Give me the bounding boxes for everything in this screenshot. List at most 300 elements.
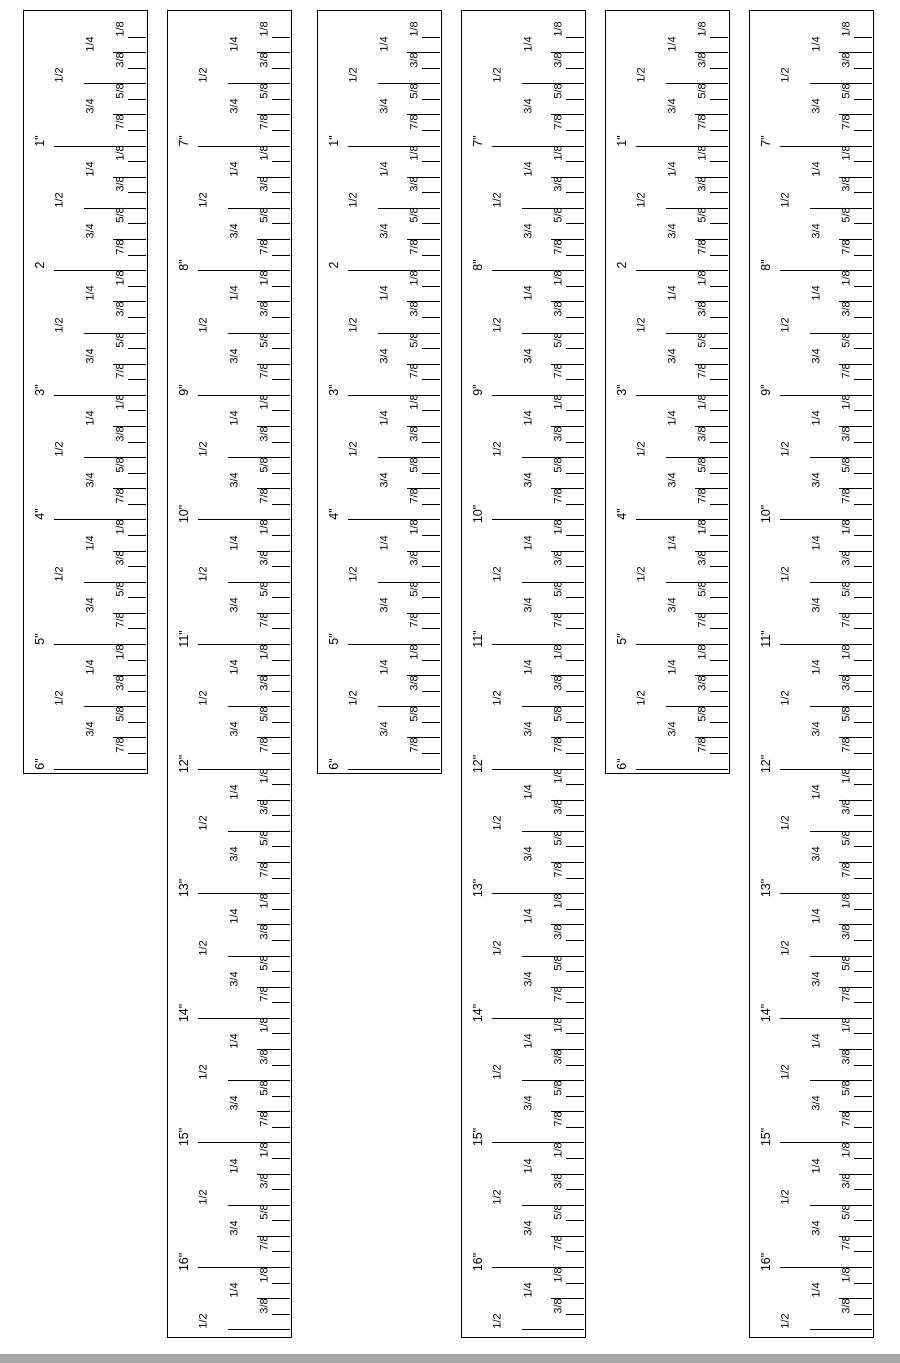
inch-label: 13" <box>758 879 773 898</box>
inch-label: 6" <box>32 757 47 770</box>
fraction-label: 1/4 <box>666 161 679 177</box>
inch-tick <box>780 395 872 396</box>
inch-tick <box>492 644 584 645</box>
fraction-label: 1/2 <box>197 815 210 831</box>
fraction-label: 1/4 <box>810 161 823 177</box>
inch-label: 11" <box>470 630 485 648</box>
fraction-label: 1/8 <box>696 270 709 286</box>
fraction-label: 1/2 <box>197 1189 210 1205</box>
inch-label: 11" <box>176 630 191 648</box>
fraction-label: 1/2 <box>197 192 210 208</box>
inch-label: 16" <box>470 1252 485 1272</box>
fraction-label: 3/4 <box>810 597 823 613</box>
fraction-label: 1/2 <box>635 192 648 208</box>
inch-tick <box>54 270 146 271</box>
fraction-label: 1/8 <box>552 1266 565 1283</box>
fraction-tick <box>566 161 584 162</box>
fraction-label: 1/8 <box>840 643 853 660</box>
fraction-label: 3/4 <box>228 472 241 488</box>
inch-tick <box>54 146 146 147</box>
fraction-tick <box>422 223 440 224</box>
fraction-label: 1/4 <box>666 36 679 52</box>
fraction-label: 3/8 <box>696 425 709 442</box>
fraction-tick <box>272 37 290 38</box>
fraction-label: 3/8 <box>408 176 421 192</box>
fraction-label: 1/2 <box>491 690 504 706</box>
fraction-tick <box>272 348 290 349</box>
fraction-label: 3/8 <box>258 425 271 442</box>
fraction-label: 5/8 <box>696 457 709 473</box>
fraction-tick <box>566 255 584 256</box>
fraction-tick <box>854 1096 872 1097</box>
fraction-label: 3/4 <box>666 98 679 115</box>
fraction-label: 1/4 <box>84 659 97 675</box>
fraction-label: 1/4 <box>228 285 241 301</box>
fraction-tick <box>128 660 146 661</box>
inch-label: 8" <box>176 259 191 271</box>
fraction-tick <box>566 878 584 879</box>
fraction-tick <box>710 410 728 411</box>
fraction-label: 7/8 <box>408 238 421 255</box>
fraction-label: 1/2 <box>779 566 792 582</box>
fraction-label: 5/8 <box>552 955 565 971</box>
fraction-label: 3/4 <box>228 347 241 364</box>
fraction-label: 1/2 <box>779 690 792 706</box>
fraction-tick <box>272 815 290 816</box>
fraction-tick <box>854 473 872 474</box>
fraction-label: 1/2 <box>197 316 210 333</box>
fraction-label: 7/8 <box>696 363 709 379</box>
fraction-tick <box>422 99 440 100</box>
inch-tick <box>348 146 440 147</box>
fraction-tick <box>854 660 872 661</box>
fraction-label: 3/4 <box>378 472 391 488</box>
inch-label: 13" <box>176 879 191 898</box>
fraction-label: 1/4 <box>522 1282 535 1298</box>
fraction-tick <box>854 192 872 193</box>
fraction-label: 3/8 <box>840 550 853 566</box>
fraction-tick <box>710 192 728 193</box>
fraction-tick <box>710 317 728 318</box>
fraction-label: 5/8 <box>258 830 271 847</box>
fraction-tick <box>566 37 584 38</box>
fraction-tick <box>854 68 872 69</box>
fraction-label: 5/8 <box>552 332 565 348</box>
fraction-label: 7/8 <box>258 986 271 1002</box>
fraction-label: 1/2 <box>53 566 66 582</box>
fraction-tick <box>854 1283 872 1284</box>
fraction-label: 5/8 <box>552 1204 565 1220</box>
fraction-label: 1/2 <box>779 441 792 457</box>
fraction-label: 7/8 <box>552 363 565 379</box>
fraction-tick <box>272 878 290 879</box>
fraction-tick <box>128 99 146 100</box>
fraction-tick <box>272 192 290 193</box>
fraction-label: 1/2 <box>491 316 504 333</box>
fraction-tick <box>272 161 290 162</box>
fraction-label: 1/2 <box>347 566 360 582</box>
fraction-label: 3/8 <box>114 301 127 317</box>
fraction-label: 7/8 <box>258 861 271 878</box>
fraction-tick <box>566 535 584 536</box>
fraction-tick <box>566 1127 584 1128</box>
fraction-tick <box>854 1002 872 1003</box>
fraction-label: 3/8 <box>696 52 709 68</box>
fraction-label: 3/8 <box>258 301 271 317</box>
inch-tick <box>780 1267 872 1268</box>
fraction-label: 1/4 <box>666 285 679 301</box>
fraction-tick <box>522 1329 584 1330</box>
fraction-tick <box>566 753 584 754</box>
fraction-tick <box>128 597 146 598</box>
fraction-label: 3/4 <box>84 721 97 738</box>
fraction-tick <box>854 940 872 941</box>
fraction-label: 1/8 <box>258 270 271 286</box>
fraction-label: 1/8 <box>840 519 853 535</box>
fraction-label: 1/2 <box>779 67 792 83</box>
fraction-label: 1/4 <box>810 659 823 675</box>
fraction-tick <box>854 1065 872 1066</box>
inch-label: 14" <box>758 1003 773 1022</box>
inch-tick <box>636 644 728 645</box>
fraction-label: 1/8 <box>114 145 127 161</box>
fraction-label: 5/8 <box>408 332 421 348</box>
fraction-label: 1/2 <box>491 815 504 831</box>
fraction-tick <box>854 753 872 754</box>
fraction-label: 5/8 <box>696 706 709 722</box>
fraction-label: 7/8 <box>840 986 853 1002</box>
inch-tick <box>780 893 872 894</box>
fraction-tick <box>566 192 584 193</box>
fraction-tick <box>710 286 728 287</box>
fraction-label: 7/8 <box>114 612 127 629</box>
fraction-tick <box>710 255 728 256</box>
inch-tick <box>198 519 290 520</box>
fraction-label: 3/8 <box>552 1048 565 1065</box>
fraction-label: 1/8 <box>408 145 421 161</box>
fraction-label: 3/4 <box>522 597 535 613</box>
fraction-label: 3/8 <box>258 799 271 815</box>
fraction-tick <box>566 597 584 598</box>
fraction-label: 5/8 <box>408 706 421 722</box>
fraction-label: 1/8 <box>258 20 271 37</box>
inch-label: 7" <box>470 134 485 147</box>
fraction-label: 1/4 <box>522 659 535 675</box>
fraction-label: 3/8 <box>258 1298 271 1314</box>
fraction-tick <box>566 410 584 411</box>
fraction-label: 3/4 <box>522 472 535 488</box>
inch-label: 2 <box>326 261 341 269</box>
fraction-label: 7/8 <box>696 488 709 504</box>
fraction-tick <box>566 1065 584 1066</box>
inch-label: 4" <box>32 508 47 521</box>
fraction-tick <box>854 535 872 536</box>
fraction-tick <box>854 1314 872 1315</box>
fraction-label: 1/4 <box>522 534 535 551</box>
fraction-label: 3/8 <box>696 176 709 192</box>
fraction-tick <box>422 130 440 131</box>
fraction-label: 3/8 <box>552 425 565 442</box>
fraction-label: 3/4 <box>228 98 241 115</box>
fraction-label: 7/8 <box>696 612 709 629</box>
fraction-label: 5/8 <box>114 83 127 99</box>
fraction-tick <box>710 660 728 661</box>
fraction-tick <box>566 940 584 941</box>
fraction-label: 1/2 <box>779 939 792 956</box>
inch-tick <box>348 769 440 770</box>
fraction-tick <box>422 566 440 567</box>
fraction-label: 3/8 <box>258 1173 271 1189</box>
fraction-tick <box>272 379 290 380</box>
inch-tick <box>780 1142 872 1143</box>
fraction-label: 3/4 <box>810 347 823 364</box>
fraction-label: 3/8 <box>840 176 853 192</box>
fraction-tick <box>272 1096 290 1097</box>
fraction-label: 1/4 <box>228 1157 241 1174</box>
fraction-tick <box>128 286 146 287</box>
inch-label: 9" <box>758 384 773 396</box>
inch-tick <box>492 395 584 396</box>
inch-tick <box>780 146 872 147</box>
fraction-label: 1/2 <box>347 441 360 457</box>
fraction-label: 3/4 <box>522 1095 535 1111</box>
fraction-tick <box>710 68 728 69</box>
fraction-label: 3/4 <box>84 347 97 364</box>
inch-label: 5" <box>326 633 341 645</box>
inch-tick <box>198 146 290 147</box>
fraction-tick <box>854 255 872 256</box>
fraction-tick <box>272 1033 290 1034</box>
fraction-label: 1/2 <box>491 939 504 956</box>
fraction-label: 1/4 <box>666 410 679 426</box>
fraction-label: 1/8 <box>258 145 271 161</box>
fraction-tick <box>422 535 440 536</box>
fraction-tick <box>422 691 440 692</box>
fraction-tick <box>422 410 440 411</box>
fraction-tick <box>710 379 728 380</box>
fraction-label: 1/2 <box>635 67 648 83</box>
fraction-label: 1/8 <box>840 768 853 784</box>
ruler-strip <box>605 10 730 774</box>
fraction-label: 1/8 <box>840 1142 853 1158</box>
fraction-tick <box>422 161 440 162</box>
fraction-tick <box>710 566 728 567</box>
fraction-label: 1/8 <box>258 519 271 535</box>
fraction-label: 3/4 <box>666 721 679 738</box>
inch-label: 8" <box>758 259 773 271</box>
inch-label: 11" <box>758 630 773 648</box>
fraction-label: 3/8 <box>408 550 421 566</box>
fraction-tick <box>854 878 872 879</box>
fraction-tick <box>710 504 728 505</box>
fraction-tick <box>422 379 440 380</box>
fraction-label: 3/8 <box>114 550 127 566</box>
fraction-label: 3/4 <box>810 1095 823 1111</box>
inch-tick <box>492 1018 584 1019</box>
fraction-tick <box>854 504 872 505</box>
fraction-label: 1/4 <box>522 36 535 52</box>
fraction-label: 3/4 <box>810 223 823 239</box>
fraction-tick <box>422 660 440 661</box>
inch-label: 15" <box>470 1128 485 1147</box>
fraction-label: 3/8 <box>840 799 853 815</box>
fraction-tick <box>566 1158 584 1159</box>
fraction-label: 5/8 <box>696 207 709 224</box>
inch-label: 10" <box>176 505 191 524</box>
fraction-label: 1/8 <box>552 270 565 286</box>
fraction-label: 3/4 <box>228 597 241 613</box>
ruler-strip <box>749 10 874 1338</box>
fraction-tick <box>566 660 584 661</box>
fraction-label: 7/8 <box>258 612 271 629</box>
fraction-tick <box>272 255 290 256</box>
fraction-label: 1/8 <box>114 394 127 411</box>
fraction-label: 1/2 <box>779 815 792 831</box>
inch-tick <box>780 1018 872 1019</box>
fraction-label: 1/4 <box>228 908 241 924</box>
fraction-label: 3/8 <box>114 425 127 442</box>
fraction-label: 1/4 <box>810 285 823 301</box>
fraction-label: 3/8 <box>552 301 565 317</box>
fraction-label: 7/8 <box>258 737 271 753</box>
fraction-tick <box>272 535 290 536</box>
fraction-tick <box>854 286 872 287</box>
fraction-tick <box>854 99 872 100</box>
fraction-label: 7/8 <box>552 861 565 878</box>
fraction-tick <box>272 1002 290 1003</box>
fraction-tick <box>422 255 440 256</box>
fraction-tick <box>272 1314 290 1315</box>
fraction-tick <box>566 1220 584 1221</box>
fraction-label: 7/8 <box>552 612 565 629</box>
fraction-label: 1/4 <box>228 161 241 177</box>
inch-tick <box>348 395 440 396</box>
fraction-tick <box>854 815 872 816</box>
fraction-tick <box>272 940 290 941</box>
inch-label: 9" <box>176 384 191 396</box>
fraction-label: 3/4 <box>522 1220 535 1236</box>
fraction-label: 5/8 <box>552 830 565 847</box>
fraction-label: 1/8 <box>258 768 271 784</box>
inch-tick <box>636 146 728 147</box>
fraction-label: 3/8 <box>258 176 271 192</box>
fraction-label: 3/8 <box>840 1173 853 1189</box>
fraction-label: 5/8 <box>840 830 853 847</box>
fraction-tick <box>272 223 290 224</box>
fraction-label: 3/4 <box>378 347 391 364</box>
fraction-tick <box>566 99 584 100</box>
inch-tick <box>198 644 290 645</box>
fraction-label: 3/8 <box>840 1048 853 1065</box>
fraction-label: 3/8 <box>696 301 709 317</box>
fraction-tick <box>128 535 146 536</box>
fraction-label: 1/8 <box>114 20 127 37</box>
inch-tick <box>492 769 584 770</box>
fraction-label: 3/8 <box>258 550 271 566</box>
fraction-tick <box>566 971 584 972</box>
fraction-label: 1/4 <box>84 410 97 426</box>
fraction-label: 3/4 <box>522 721 535 738</box>
fraction-label: 1/2 <box>197 1313 210 1329</box>
inch-label: 2 <box>32 261 47 269</box>
fraction-tick <box>854 37 872 38</box>
fraction-label: 7/8 <box>408 737 421 753</box>
fraction-label: 1/2 <box>53 690 66 706</box>
fraction-tick <box>710 348 728 349</box>
fraction-tick <box>128 442 146 443</box>
fraction-label: 5/8 <box>114 207 127 224</box>
fraction-label: 1/2 <box>635 566 648 582</box>
fraction-label: 5/8 <box>114 706 127 722</box>
fraction-label: 3/8 <box>552 799 565 815</box>
inch-label: 6" <box>326 757 341 770</box>
fraction-tick <box>854 1127 872 1128</box>
fraction-tick <box>566 815 584 816</box>
fraction-tick <box>128 130 146 131</box>
fraction-tick <box>272 784 290 785</box>
fraction-label: 3/8 <box>258 1048 271 1065</box>
fraction-tick <box>854 566 872 567</box>
fraction-tick <box>854 410 872 411</box>
fraction-label: 7/8 <box>840 612 853 629</box>
fraction-tick <box>566 1002 584 1003</box>
fraction-label: 3/4 <box>522 347 535 364</box>
fraction-label: 3/8 <box>696 550 709 566</box>
fraction-label: 5/8 <box>408 83 421 99</box>
inch-tick <box>198 1142 290 1143</box>
fraction-label: 1/8 <box>552 519 565 535</box>
fraction-tick <box>128 255 146 256</box>
fraction-label: 1/2 <box>491 67 504 83</box>
fraction-label: 1/8 <box>258 1017 271 1034</box>
fraction-label: 1/4 <box>378 161 391 177</box>
fraction-label: 1/8 <box>840 1017 853 1034</box>
ruler-strip <box>461 10 586 1338</box>
inch-tick <box>198 395 290 396</box>
fraction-tick <box>810 1329 872 1330</box>
fraction-tick <box>272 1283 290 1284</box>
fraction-label: 3/8 <box>696 675 709 691</box>
inch-label: 4" <box>614 508 629 521</box>
inch-tick <box>780 769 872 770</box>
fraction-tick <box>854 1158 872 1159</box>
fraction-tick <box>566 130 584 131</box>
inch-label: 3" <box>614 384 629 396</box>
fraction-label: 3/4 <box>84 597 97 613</box>
fraction-label: 7/8 <box>258 238 271 255</box>
fraction-label: 1/4 <box>378 410 391 426</box>
fraction-label: 7/8 <box>552 986 565 1002</box>
fraction-label: 1/8 <box>552 768 565 784</box>
fraction-label: 1/8 <box>114 643 127 660</box>
fraction-label: 7/8 <box>840 1235 853 1252</box>
fraction-tick <box>854 691 872 692</box>
fraction-tick <box>272 909 290 910</box>
ruler-strip <box>23 10 148 774</box>
inch-tick <box>492 893 584 894</box>
fraction-label: 3/4 <box>522 223 535 239</box>
fraction-tick <box>710 691 728 692</box>
fraction-label: 1/2 <box>635 690 648 706</box>
fraction-tick <box>128 566 146 567</box>
fraction-label: 5/8 <box>114 332 127 348</box>
fraction-label: 3/8 <box>840 425 853 442</box>
fraction-label: 1/4 <box>84 36 97 52</box>
fraction-label: 1/4 <box>522 161 535 177</box>
fraction-label: 1/8 <box>552 643 565 660</box>
inch-label: 1" <box>32 134 47 147</box>
fraction-label: 3/4 <box>378 721 391 738</box>
